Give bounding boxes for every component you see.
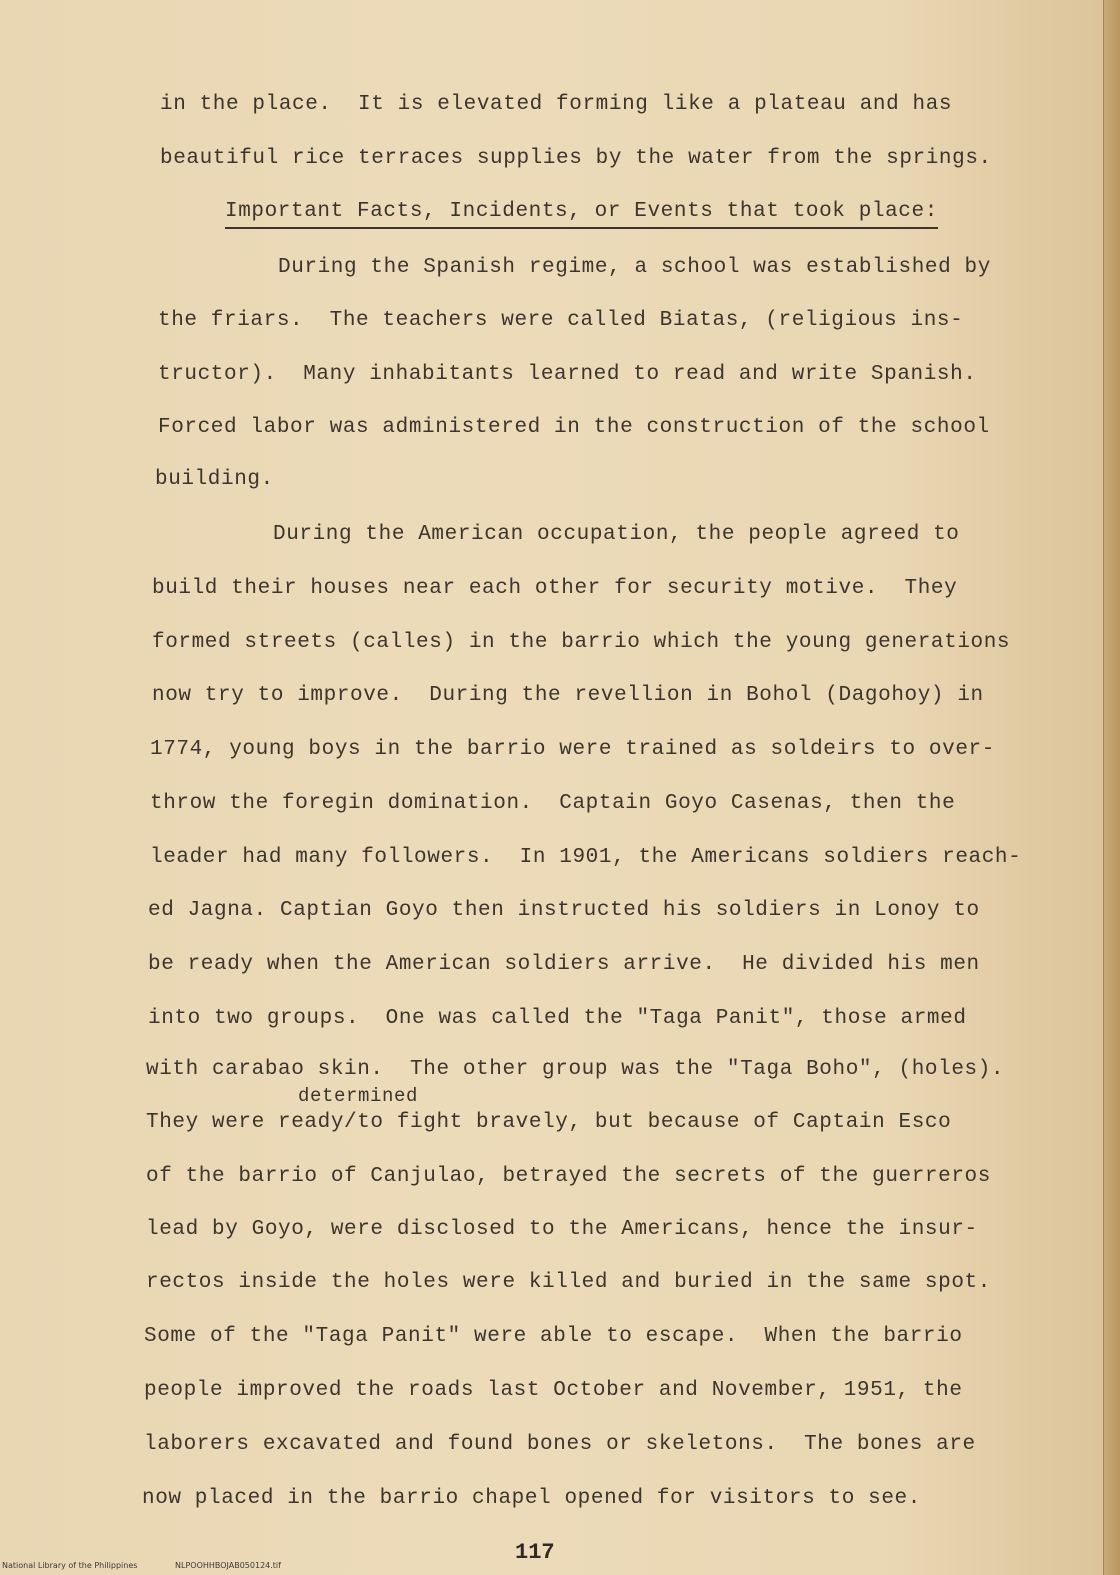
footer-filename: NLPOOHHBOJAB050124.tif bbox=[175, 1561, 281, 1570]
text-line: formed streets (calles) in the barrio which the young generations bbox=[152, 631, 1011, 654]
text-line: throw the foregin domination. Captain Goyo Casenas, then the bbox=[150, 792, 956, 815]
page-edge bbox=[1103, 0, 1120, 1575]
text-line: beautiful rice terraces supplies by the water from the springs. bbox=[160, 147, 992, 170]
text-line: into two groups. One was called the "Taga Panit", those armed bbox=[148, 1007, 967, 1030]
text-line: of the barrio of Canjulao, betrayed the secrets of the guerreros bbox=[146, 1165, 991, 1188]
text-line: the friars. The teachers were called Biatas, (religious ins- bbox=[158, 309, 964, 332]
text-line: laborers excavated and found bones or skeletons. The bones are bbox=[144, 1433, 976, 1456]
text-line: lead by Goyo, were disclosed to the Americans, hence the insur- bbox=[146, 1218, 978, 1241]
text-line: now try to improve. During the revellion in Bohol (Dagohoy) in bbox=[152, 684, 984, 707]
text-line: be ready when the American soldiers arrive. He divided his men bbox=[148, 953, 980, 976]
text-line: leader had many followers. In 1901, the Americans soldiers reach- bbox=[150, 846, 1022, 869]
footer-source: National Library of the Philippines bbox=[2, 1561, 138, 1570]
text-line: Some of the "Taga Panit" were able to escape. When the barrio bbox=[144, 1325, 963, 1348]
text-line: building. bbox=[155, 468, 274, 491]
text-line: with carabao skin. The other group was the "Taga Boho", (holes). bbox=[146, 1058, 1005, 1081]
text-line: ed Jagna. Captian Goyo then instructed his soldiers in Lonoy to bbox=[148, 899, 980, 922]
handwritten-insertion: determined bbox=[298, 1085, 419, 1107]
text-line: During the Spanish regime, a school was established by bbox=[278, 256, 991, 279]
text-line: 1774, young boys in the barrio were trained as soldeirs to over- bbox=[150, 738, 995, 761]
text-line: During the American occupation, the people agreed to bbox=[273, 523, 960, 546]
section-heading: Important Facts, Incidents, or Events that took place: bbox=[225, 199, 938, 229]
text-line: people improved the roads last October and November, 1951, the bbox=[144, 1379, 963, 1402]
text-line: now placed in the barrio chapel opened for visitors to see. bbox=[142, 1487, 921, 1510]
text-line: tructor). Many inhabitants learned to read and write Spanish. bbox=[158, 363, 977, 386]
text-line: They were ready/to fight bravely, but because of Captain Esco bbox=[146, 1111, 952, 1134]
text-line: Forced labor was administered in the construction of the school bbox=[158, 416, 990, 439]
text-line: in the place. It is elevated forming like a plateau and has bbox=[160, 93, 953, 116]
text-line: build their houses near each other for security motive. They bbox=[152, 577, 958, 600]
page-number: 117 bbox=[515, 1540, 555, 1565]
text-line: rectos inside the holes were killed and buried in the same spot. bbox=[146, 1271, 991, 1294]
